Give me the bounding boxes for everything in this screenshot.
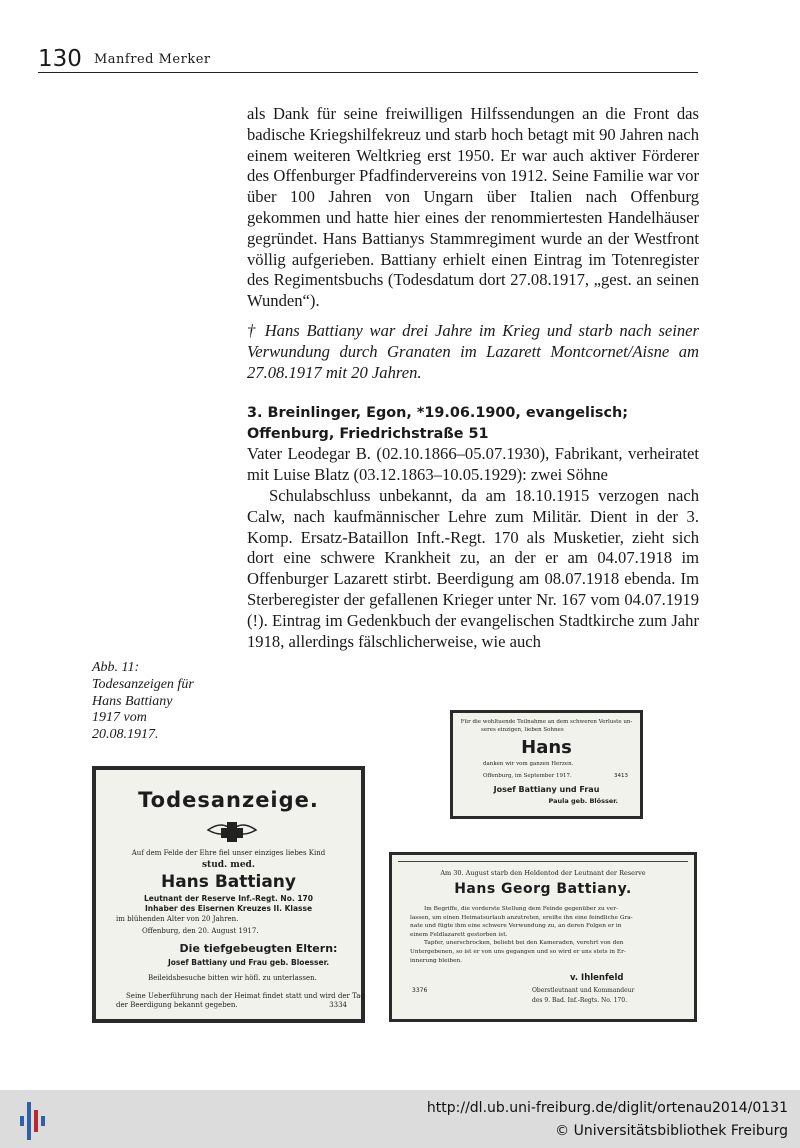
- caption-line: 1917 vom: [92, 710, 147, 726]
- paragraph-3: Schulabschluss unbekannt, da am 18.10.1915 verzogen nach Calw, nach kaufmännischer Lehre zum Militär. Dient in der 3. Komp. Ersatz-Bataillon Inft.-Regt. 170 als Musketier, zieht sich dort eine schwere Krankheit zu, an der er am 04.07.1918 im Offenburger Lazarett stirbt. Beerdigung am 08.07.1918 ebenda. Im Sterberegister der gefallenen Krieger unter Nr. 167 vom 04.07.1919 (!). Eintrag im Gedenkbuch der evangelischen Stadtkirche zum Jahr 1918, allerdings fälschlicherweise, wie auch: [247, 486, 699, 651]
- notice-place-date: Offenburg, den 20. August 1917.: [142, 927, 259, 935]
- thanks-line-2: seres einzigen, lieben Sohnes: [481, 727, 564, 733]
- thanks-signers: Josef Battiany und Frau: [493, 785, 600, 794]
- heldentod-number: 3376: [412, 987, 428, 994]
- heldentod-text-line: Untergebenen, so ist er von uns gegangen und so wird er uns stets in Er-: [410, 948, 626, 955]
- footer-bar: [0, 1090, 800, 1148]
- heldentod-name: Hans Georg Battiany.: [454, 881, 632, 897]
- heldentod-text-line: Tapfer, unerschrocken, beliebt bei den Kameraden, verehrt von den: [424, 940, 624, 947]
- notice-number: 3334: [329, 1001, 347, 1009]
- heldentod-text-line: lassen, um einen Heimatsurlaub anzutreten, ereilte ihn eine feindliche Gra-: [410, 914, 633, 921]
- caption-line: Hans Battiany: [92, 693, 173, 709]
- notice-age: im blühenden Alter von 20 Jahren.: [116, 915, 239, 923]
- thanks-place-date: Offenburg, im September 1917.: [483, 773, 572, 779]
- paragraph-2: Vater Leodegar B. (02.10.1866–05.07.1930), Fabrikant, verheiratet mit Luise Blatz (03.12.1863–10.05.1929): zwei Söhne: [247, 444, 699, 484]
- heldentod-text: [410, 905, 680, 965]
- notice-condolence: Beileidsbesuche bitten wir höfl. zu unterlassen.: [148, 974, 317, 982]
- heldentod-role-1: Oberstleutnant und Kommandeur: [532, 987, 635, 994]
- obituary-note: † Hans Battiany war drei Jahre im Krieg und starb nach seiner Verwundung durch Granaten im Lazarett Montcornet/Aisne am 27.08.1917 mit 20 Jahren.: [247, 321, 699, 382]
- notice-line-1: Leutnant der Reserve Inf.-Regt. No. 170: [144, 894, 313, 903]
- heldentod-signer: v. Ihlenfeld: [570, 973, 624, 983]
- iron-cross-wreath-icon: [204, 816, 260, 844]
- notice-note-1: Seine Ueberführung nach der Heimat findet statt und wird der Tag: [126, 992, 365, 1000]
- notice-parents: Josef Battiany und Frau geb. Bloesser.: [167, 958, 330, 967]
- heldentod-text-line: innerung bleiben.: [410, 957, 463, 964]
- thanks-text: danken wir vom ganzen Herzen.: [483, 761, 574, 767]
- thanks-number: 3413: [614, 773, 628, 779]
- death-notice-clipping-2: [450, 710, 643, 819]
- notice-name: Hans Battiany: [160, 872, 296, 892]
- copyright: © Universitätsbibliothek Freiburg: [555, 1123, 788, 1139]
- page-number: 130: [38, 46, 82, 72]
- thanks-line-1: Für die wohltuende Teilnahme an dem schweren Verluste un-: [460, 719, 633, 725]
- heldentod-text-line: nate und fügte ihm eine schwere Verwundung zu, an deren Folgen er in: [410, 923, 622, 930]
- death-notice-clipping-1: [92, 766, 365, 1023]
- thanks-name: Hans: [521, 737, 572, 758]
- notice-line-2: Inhaber des Eisernen Kreuzes II. Klasse: [144, 904, 313, 913]
- section-heading: [247, 403, 699, 445]
- notice-mourners: Die tiefgebeugten Eltern:: [179, 942, 338, 955]
- running-head: Manfred Merker: [94, 52, 211, 67]
- source-url[interactable]: http://dl.ub.uni-freiburg.de/diglit/ortenau2014/0131: [426, 1100, 788, 1116]
- paragraph-1: als Dank für seine freiwilligen Hilfssendungen an die Front das badische Kriegshilfekreuz und starb hoch betagt mit 90 Jahren nach einem weiteren Weltkrieg erst 1950. Er war auch aktiver Förderer des Offenburger Pfadfindervereins von 1912. Seine Familie war vor über 100 Jahren von Ungarn über Italien nach Offenburg gekommen und hatte hier eines der renommiertesten Handelhäuser gegründet. Hans Battianys Stammregiment wurde an der Westfront völlig aufgerieben. Battiany erhielt einen Eintrag im Totenregister des Regimentsbuchs (Todesdatum dort 27.08.1917, „gest. an seinen Wunden“).: [247, 104, 699, 311]
- heldentod-intro: Am 30. August starb den Heldentod der Leutnant der Reserve: [440, 869, 646, 877]
- thanks-wife: Paula geb. Blösser.: [548, 797, 618, 805]
- heldentod-text-line: einem Feldlazarett gestorben ist.: [410, 931, 508, 938]
- heldentod-text-line: Im Begriffe, die vorderste Stellung dem Feinde gegenüber zu ver-: [424, 906, 618, 912]
- section-heading-line-1: 3. Breinlinger, Egon, *19.06.1900, evangelisch;: [247, 405, 629, 421]
- notice-note-2: der Beerdigung bekannt gegeben.: [116, 1001, 238, 1009]
- notice-intro: Auf dem Felde der Ehre fiel unser einziges liebes Kind: [131, 849, 326, 857]
- caption-line: Abb. 11:: [92, 660, 140, 675]
- page-header: [38, 46, 698, 73]
- caption-line: 20.08.1917.: [92, 727, 159, 743]
- notice-title: Todesanzeige.: [138, 788, 319, 812]
- figure-caption: [92, 660, 232, 744]
- section-heading-line-2: Offenburg, Friedrichstraße 51: [247, 426, 489, 442]
- caption-line: Todesanzeigen für: [92, 676, 194, 692]
- heldentod-role-2: des 9. Bad. Inf.-Regts. No. 170.: [532, 997, 627, 1004]
- notice-rank: stud. med.: [201, 860, 255, 870]
- death-notice-clipping-3: [389, 852, 697, 1022]
- library-logo-icon: [14, 1096, 54, 1142]
